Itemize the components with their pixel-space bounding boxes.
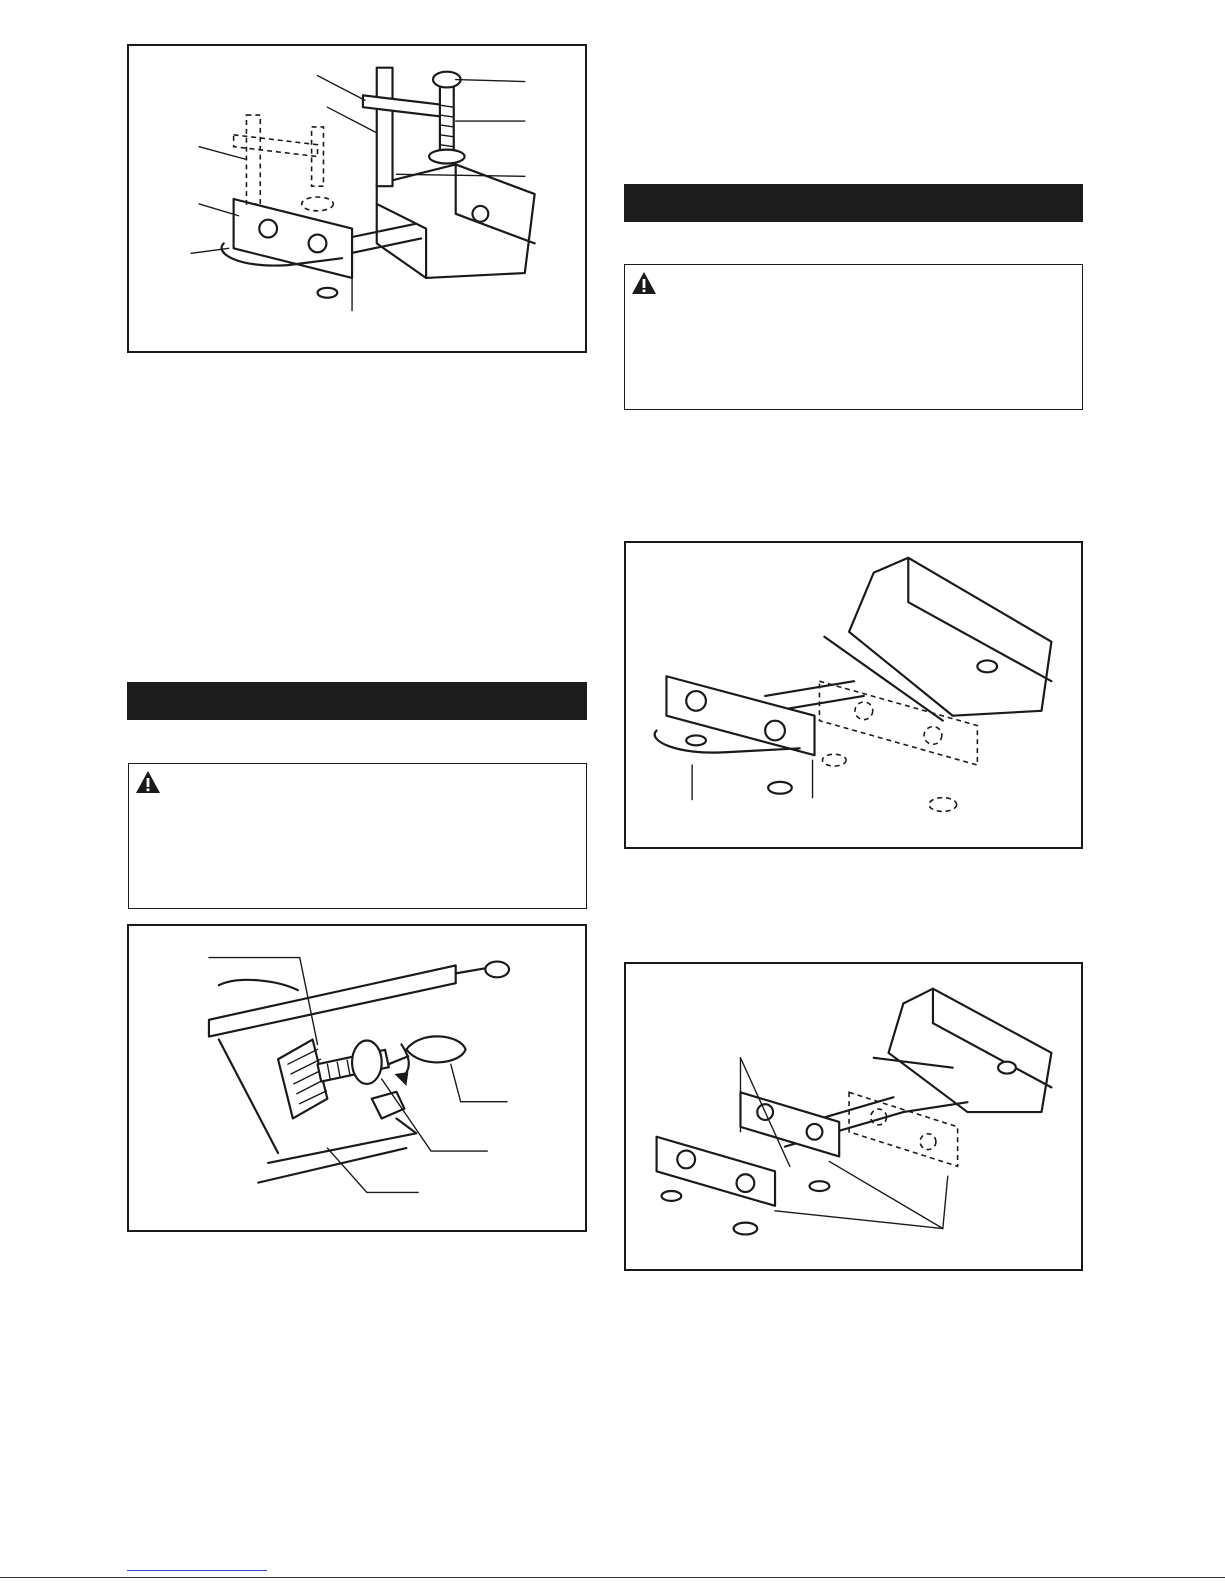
figure-holder-single <box>624 541 1083 849</box>
holder-double-illustration <box>626 964 1081 1269</box>
vertical-vise-illustration <box>129 46 585 351</box>
section-header-left <box>127 682 587 720</box>
footer-link-underline[interactable] <box>127 1570 267 1571</box>
figure-vertical-vise <box>127 44 587 353</box>
section-header-right <box>624 184 1083 222</box>
warning-triangle-icon <box>631 271 657 295</box>
warning-triangle-icon <box>135 770 161 794</box>
horizontal-vise-illustration <box>129 926 585 1230</box>
warning-box-right <box>624 264 1083 410</box>
holder-assembly-illustration <box>626 543 1081 847</box>
footer-rule <box>0 1577 1225 1578</box>
warning-box-left <box>128 763 587 909</box>
figure-holder-double <box>624 962 1083 1271</box>
figure-horizontal-vise <box>127 924 587 1232</box>
